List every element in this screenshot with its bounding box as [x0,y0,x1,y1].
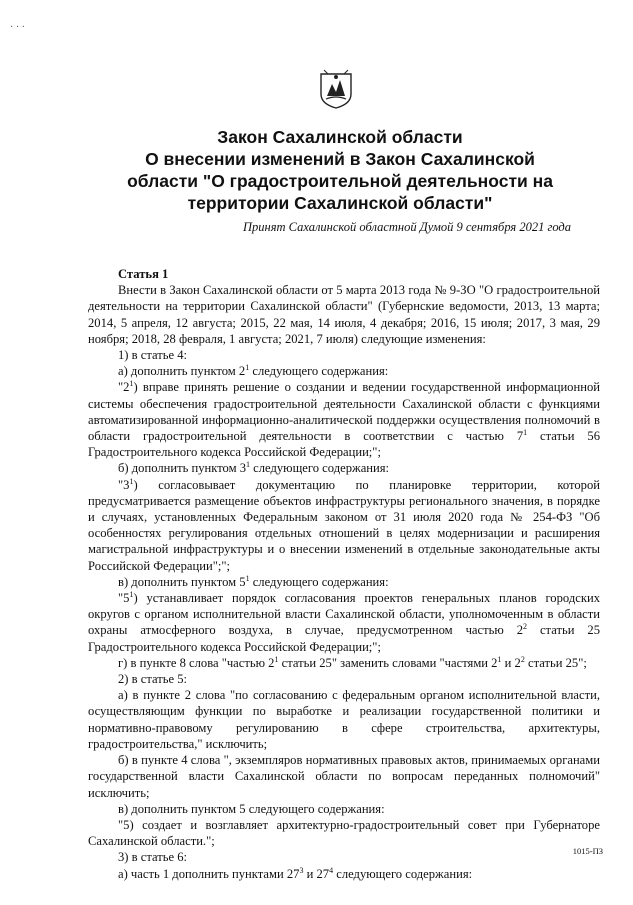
paragraph-item-2v: в) дополнить пунктом 5 следующего содержания: [118,801,385,816]
adoption-note: Принят Сахалинской областной Думой 9 сентября 2021 года [242,220,571,234]
paragraph-quote-2-1: "$2^1$) вправе принять решение о создании и ведении государственной информационной системы обеспечения градостроительной деятельности Сахалинской области с функциями автоматизированной информационно-аналитической поддержки осуществления полномочий в области градостроительной деятельности в соответствии с частью $7^1$ статьи 56 Градостроительного кодекса Российской Федерации;"; [88,379,600,460]
paragraph-intro: Внести в Закон Сахалинской области от 5 марта 2013 года № 9-ЗО "О градостроительной деятельности на территории Сахалинской области" (Губернские ведомости, 2013, 13 марта; 2014, 5 апреля, 12 августа; 2015, 22 мая, 14 июля, 4 декабря; 2016, 15 июля; 2017, 3 мая, 29 ноября; 2018, 28 февраля, 1 августа; 2021, 7 июля) следующие изменения: [88,283,600,346]
document-code: 1015-ПЗ [572,846,603,856]
document-title-line-3: области "О градостроительной деятельности на [127,171,553,191]
document-title-line-4: территории Сахалинской области" [187,193,493,213]
coat-of-arms-icon [318,66,354,110]
paragraph-quote-5: "5) создает и возглавляет архитектурно-градостроительный совет при Губернаторе Сахалинской области."; [88,817,600,849]
paragraph-item-1v: в) дополнить пунктом $5^1$ следующего содержания: [118,573,389,589]
paragraph-item-1b: б) дополнить пунктом $3^1$ следующего содержания: [118,460,390,476]
paragraph-item-3a: а) часть 1 дополнить пунктами $27^3$ и $27^4$ следующего содержания: [118,865,473,881]
paragraph-item-2a: а) в пункте 2 слова "по согласованию с федеральным органом исполнительной власти, осуществляющим функции по выработке и реализации государственной политики и нормативно-правовому регулированию в сфере строительства, архитектуры, градостроительства," исключить; [88,688,600,751]
paragraph-item-2b: б) в пункте 4 слова ", экземпляров нормативных правовых актов, принимаемых органами государственной власти Сахалинской области по вопросам переданных полномочий" исключить; [88,753,600,800]
paragraph-item-1a: а) дополнить пунктом $2^1$ следующего содержания: [118,363,389,379]
paragraph-item-2: 2) в статье 5: [118,672,188,687]
paragraph-quote-5-1: "$5^1$) устанавливает порядок согласования проектов генеральных планов городских округов с органом исполнительной власти Сахалинской области, уполномоченным в области охраны атмосферного воздуха, в случае, предусмотренном частью $2^2$ статьи 25 Градостроительного кодекса Российской Федерации;"; [88,589,600,654]
article-heading: Статья 1 [118,267,169,281]
document-title-line-2: О внесении изменений в Закон Сахалинской [145,149,535,169]
paragraph-item-3: 3) в статье 6: [118,850,188,865]
document-title-line-1: Закон Сахалинской области [217,127,463,147]
paragraph-quote-3-1: "$3^1$) согласовывает документацию по планировке территории, которой предусматривается размещение объектов инфраструктуры регионального значения, в порядке и случаях, установленных Федеральным законом от 31 июля 2020 года № 254-ФЗ "Об особенностях регулирования отдельных отношений в целях модернизации и расширения магистральной инфраструктуры и о внесении изменений в отдельные законодательные акты Российской Федерации";"; [88,476,600,573]
scan-specks: · · · [10,22,25,33]
paragraph-item-1g: г) в пункте 8 слова "частью $2^1$ статьи 25" заменить словами "частями $2^1$ и $2^2$ статьи 25"; [118,654,587,670]
paragraph-item-1: 1) в статье 4: [118,348,188,363]
document-body [88,266,600,882]
